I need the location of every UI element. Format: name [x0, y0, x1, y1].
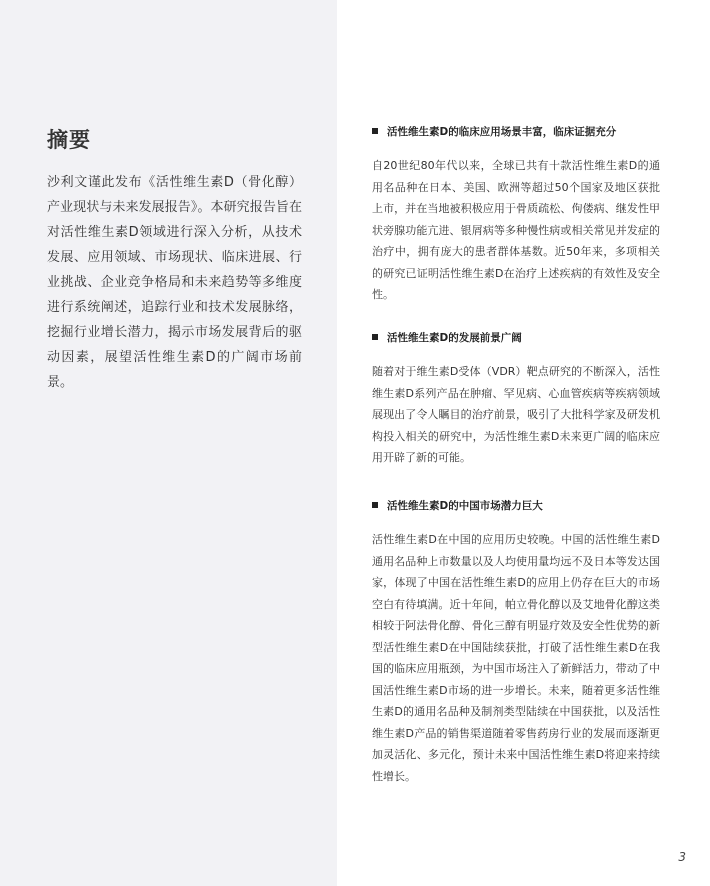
- page-number: 3: [678, 850, 686, 864]
- section-body: 自20世纪80年代以来，全球已共有十款活性维生素D的通用名品种在日本、美国、欧洲等超过50个国家及地区获批上市，并在当地被积极应用于骨质疏松、佝偻病、继发性甲状旁腺功能亢进、银屑病等多种慢性病或相关常见并发症的治疗中，拥有庞大的患者群体基数。近50年来，多项相关的研究已证明活性维生素D在治疗上述疾病的有效性及安全性。: [372, 159, 660, 301]
- abstract-panel: [0, 0, 337, 886]
- section-heading-text: 活性维生素D的临床应用场景丰富，临床证据充分: [387, 126, 617, 138]
- section-heading-text: 活性维生素D的发展前景广阔: [387, 332, 522, 344]
- section-body: 随着对于维生素D受体（VDR）靶点研究的不断深入，活性维生素D系列产品在肿瘤、罕见病、心血管疾病等疾病领域展现出了令人瞩目的治疗前景，吸引了大批科学家及研发机构投入相关的研究中，为活性维生素D未来更广阔的临床应用开辟了新的可能。: [372, 365, 660, 464]
- square-bullet-icon: [372, 128, 378, 134]
- section-heading: [372, 124, 616, 139]
- abstract-body: 沙利文谨此发布《活性维生素D（骨化醇）产业现状与未来发展报告》。本研究报告旨在对活性维生素D领域进行深入分析，从技术发展、应用领域、市场现状、临床进展、行业挑战、企业竞争格局和未来趋势等多维度进行系统阐述，追踪行业和技术发展脉络，挖掘行业增长潜力，揭示市场发展背后的驱动因素，展望活性维生素D的广阔市场前景。: [47, 175, 302, 390]
- section-heading: [372, 330, 522, 345]
- abstract-title: 摘要: [47, 128, 91, 152]
- square-bullet-icon: [372, 502, 378, 508]
- square-bullet-icon: [372, 334, 378, 340]
- section-body: 活性维生素D在中国的应用历史较晚。中国的活性维生素D通用名品种上市数量以及人均使用量均远不及日本等发达国家，体现了中国在活性维生素D的应用上仍存在巨大的市场空白有待填满。近十年间，帕立骨化醇以及艾地骨化醇这类相较于阿法骨化醇、骨化三醇有明显疗效及安全性优势的新型活性维生素D在中国陆续获批，打破了活性维生素D在我国的临床应用瓶颈，为中国市场注入了新鲜活力，带动了中国活性维生素D市场的进一步增长。未来，随着更多活性维生素D的通用名品种及制剂类型陆续在中国获批，以及活性维生素D产品的销售渠道随着零售药房行业的发展而逐渐更加灵活化、多元化，预计未来中国活性维生素D将迎来持续性增长。: [372, 533, 660, 783]
- section-heading: [372, 498, 543, 513]
- section-heading-text: 活性维生素D的中国市场潜力巨大: [387, 500, 543, 512]
